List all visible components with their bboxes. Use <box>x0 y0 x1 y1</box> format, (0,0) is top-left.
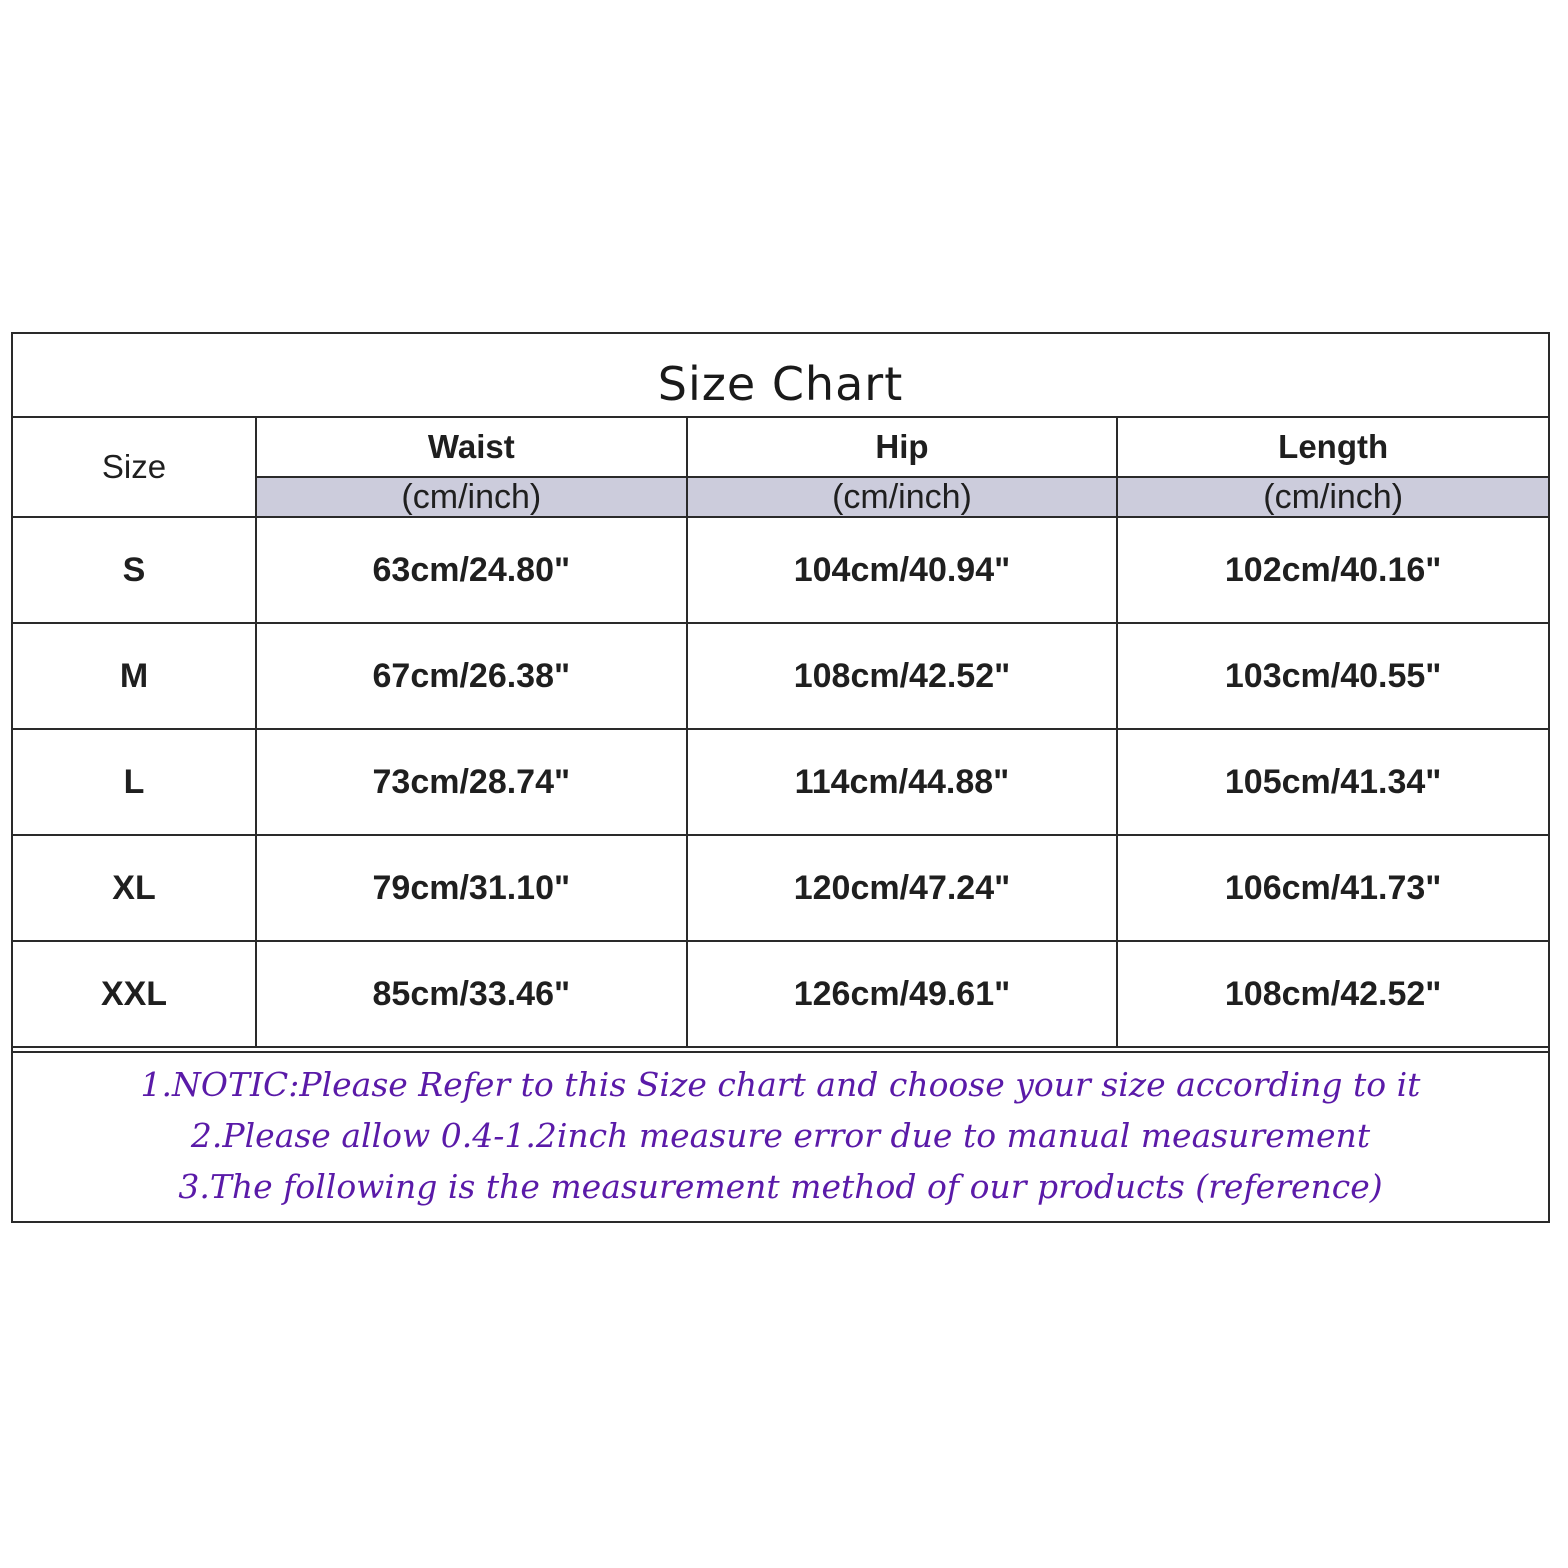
size-cell: L <box>13 729 256 835</box>
size-column-header: Size <box>13 418 256 517</box>
waist-cell: 85cm/33.46" <box>256 941 687 1047</box>
note-line: 1.NOTIC:Please Refer to this Size chart and choose your size according to it <box>140 1065 1421 1104</box>
waist-cell: 79cm/31.10" <box>256 835 687 941</box>
table-row <box>13 835 1548 941</box>
table-row <box>13 623 1548 729</box>
waist-cell: 63cm/24.80" <box>256 517 687 623</box>
length-cell: 102cm/40.16" <box>1117 517 1548 623</box>
size-cell: M <box>13 623 256 729</box>
hip-cell: 120cm/47.24" <box>687 835 1118 941</box>
length-cell: 103cm/40.55" <box>1117 623 1548 729</box>
hip-column-header: Hip <box>687 418 1118 477</box>
waist-cell: 73cm/28.74" <box>256 729 687 835</box>
length-column-header: Length <box>1117 418 1548 477</box>
table-row <box>13 941 1548 1047</box>
waist-cell: 67cm/26.38" <box>256 623 687 729</box>
hip-cell: 126cm/49.61" <box>687 941 1118 1047</box>
table-row <box>13 729 1548 835</box>
chart-title: Size Chart <box>657 357 904 411</box>
title-row <box>13 334 1548 418</box>
length-cell: 106cm/41.73" <box>1117 835 1548 941</box>
note-line: 2.Please allow 0.4-1.2inch measure error due to manual measurement <box>190 1116 1371 1155</box>
length-cell: 108cm/42.52" <box>1117 941 1548 1047</box>
waist-unit: (cm/inch) <box>256 477 687 517</box>
notes-section <box>13 1051 1548 1221</box>
waist-column-header: Waist <box>256 418 687 477</box>
size-chart <box>11 332 1550 1223</box>
size-cell: S <box>13 517 256 623</box>
size-table <box>13 418 1548 1048</box>
hip-cell: 114cm/44.88" <box>687 729 1118 835</box>
size-cell: XL <box>13 835 256 941</box>
header-row <box>13 418 1548 477</box>
hip-cell: 108cm/42.52" <box>687 623 1118 729</box>
hip-cell: 104cm/40.94" <box>687 517 1118 623</box>
length-cell: 105cm/41.34" <box>1117 729 1548 835</box>
size-cell: XXL <box>13 941 256 1047</box>
table-row <box>13 517 1548 623</box>
length-unit: (cm/inch) <box>1117 477 1548 517</box>
note-line: 3.The following is the measurement method of our products (reference) <box>178 1167 1383 1206</box>
hip-unit: (cm/inch) <box>687 477 1118 517</box>
